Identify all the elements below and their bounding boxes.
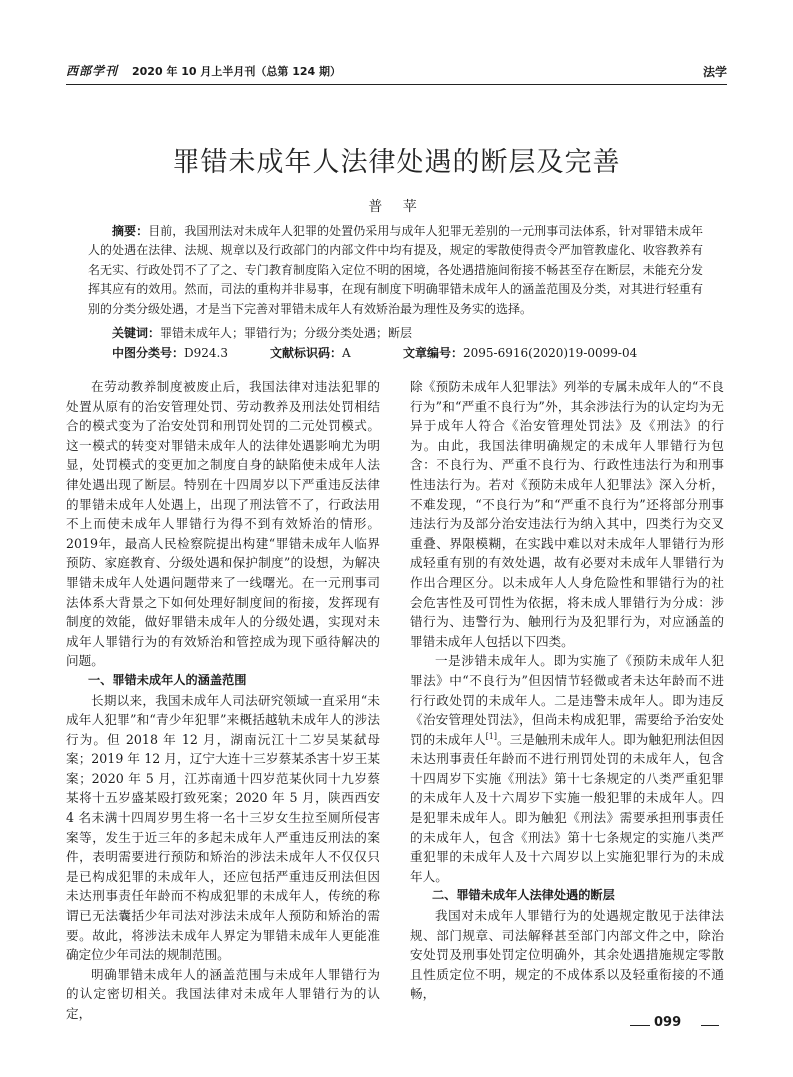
- journal-name: 西部学刊: [66, 64, 119, 78]
- paragraph-text: 一是涉错未成年人。即为实施了《预防未成年人犯罪法》中“不良行为”但因情节轻微或者未达年龄而不进行行政处罚的未成年人。二是违警未成年人。即为违反《治安管理处罚法》，但尚未构成犯罪，需要给予治安处罚的未成年人: [410, 653, 724, 747]
- doc-label: 文献标识码：: [270, 346, 343, 360]
- paragraph: 在劳动教养制度被废止后，我国法律对违法犯罪的处置从原有的治安管理处罚、劳动教养及刑法处罚相结合的模式变为了治安处罚和刑罚处罚的二元处罚模式。这一模式的转变对罪错未成年人的法律处遇影响尤为明显，处罚模式的变更加之制度自身的缺陷使未成年人法律处遇出现了断层。特别在十四周岁以下严重违反法律的罪错未成年人处遇上，出现了刑法管不了，行政法用不上而使未成年人罪错行为得不到有效矫治的情形。2019年，最高人民检察院提出构建“罪错未成年人临界预防、家庭教育、分级处遇和保护制度”的设想，为解决罪错未成年人处遇问题带来了一线曙光。在一元刑事司法体系大背景之下如何处理好制度间的衔接，发挥现有制度的效能，做好罪错未成年人的分级处遇，实现对未成年人罪错行为的有效矫治和管控成为现下亟待解决的问题。: [66, 379, 380, 669]
- paragraph: 我国对未成年人罪错行为的处遇规定散见于法律法规、部门规章、司法解释甚至部门内部文件之中，除治安处罚及刑事处罚定位明确外，其余处遇措施规定零散且性质定位不明，规定的不成体系以及轻重衔接的不通畅，: [410, 908, 724, 1002]
- paragraph: 长期以来，我国未成年人司法研究领域一直采用“未成年人犯罪”和“青少年犯罪”来概括越轨未成年人的涉法行为。但 2018 年 12 月，湖南沅江十二岁吴某弑母案；2019 年 12 月，辽宁大连十三岁蔡某杀害十岁王某案；2020 年 5 月，江苏南通十四岁范某伙同十九岁蔡某将十五岁盛某殴打致死案；2020 年 5 月，陕西西安 4 名未满十四周岁男生将一名十三岁女生拉至厕所侵害案等，发生于近三年的多起未成年人严重违反刑法的案件，表明需要进行预防和矫治的涉法未成年人不仅仅只是已构成犯罪的未成年人，还应包括严重违反刑法但因未达刑事责任年龄而不构成犯罪的未成年人，传统的称谓已无法囊括少年司法对涉法未成年人预防和矫治的需要。故此，将涉法未成年人界定为罪错未成年人更能准确定位少年司法的规制范围。: [66, 692, 380, 963]
- footer-rule-right: [701, 1025, 719, 1026]
- footer-rule-left: [630, 1025, 650, 1026]
- clc-number: [112, 344, 228, 363]
- paragraph: [410, 651, 724, 886]
- keywords: [112, 324, 712, 343]
- clc-label: 中图分类号：: [112, 346, 185, 360]
- paragraph-text: 。三是触刑未成年人。即为触犯刑法但因未达刑事责任年龄而不进行刑罚处罚的未成年人，包含十四周岁下实施《刑法》第十七条规定的八类严重犯罪的未成年人及十六周岁下实施一般犯罪的未成年人。四是犯罪未成年人。即为触犯《刑法》需要承担刑事责任的未成年人，包含《刑法》第十七条规定的实施八类严重犯罪的未成年人及十六周岁以上实施犯罪行为的未成年人。: [410, 731, 725, 884]
- document-code: [270, 344, 351, 363]
- abstract: [88, 222, 703, 319]
- doc-value: A: [342, 346, 351, 360]
- running-header: [66, 60, 727, 82]
- article-number: [403, 344, 638, 363]
- page-number: 099: [654, 1015, 682, 1030]
- author-name: 普 苹: [368, 199, 425, 215]
- paragraph: 除《预防未成年人犯罪法》列举的专属未成年人的“不良行为”和“严重不良行为”外，其余涉法行为的认定均为无异于成年人符合《治安管理处罚法》及《刑法》的行为。由此，我国法律明确规定的未成年人罪错行为包含：不良行为、严重不良行为、行政性违法行为和刑事性违法行为。若对《预防未成年人犯罪法》深入分析，不难发现，“不良行为”和“严重不良行为”还将部分刑事违法行为及部分治安违法行为纳入其中，四类行为交叉重叠、界限模糊，在实践中难以对未成年人罪错行为形成轻重有别的有效处遇，故有必要对未成年人罪错行为作出合理区分。以未成年人人身危险性和罪错行为的社会危害性及可罚性为依据，将未成人罪错行为分成：涉错行为、违警行为、触刑行为及犯罪行为，对应涵盖的罪错未成年人包括以下四类。: [410, 379, 724, 649]
- abstract-text: 目前，我国刑法对未成年人犯罪的处置仍采用与成年人犯罪无差别的一元刑事司法体系，针对罪错未成年人的处遇在法律、法规、规章以及行政部门的内部文件中均有提及，规定的零散使得责令严加管教虚化、收容教养有名无实、行政处罚不了了之、专门教育制度陷入定位不明的困境，各处遇措施间衔接不畅甚至存在断层，未能充分发挥其应有的效用。然而，司法的重构并非易事，在现有制度下明确罪错未成年人的涵盖范围及分类，对其进行轻重有别的分类分级处遇，才是当下完善对罪错未成年人有效矫治最为理性及务实的选择。: [88, 224, 703, 316]
- right-column: [410, 377, 724, 1004]
- citation-ref: [1]: [485, 731, 498, 741]
- abstract-label: 摘要：: [112, 224, 149, 238]
- article-title: 罪错未成年人法律处遇的断层及完善: [172, 147, 621, 178]
- keywords-label: 关键词：: [112, 326, 161, 340]
- left-column: [66, 377, 380, 1024]
- art-value: 2095-6916(2020)19-0099-04: [463, 346, 638, 360]
- section-heading: 二、罪错未成年人法律处遇的断层: [432, 888, 615, 903]
- section-heading: 一、罪错未成年人的涵盖范围: [88, 672, 247, 687]
- header-rule: [66, 84, 727, 85]
- art-label: 文章编号：: [403, 346, 464, 360]
- paragraph: 明确罪错未成年人的涵盖范围与未成年人罪错行为的认定密切相关。我国法律对未成年人罪错行为的认定，: [66, 966, 380, 1021]
- article-meta: [0, 344, 793, 364]
- clc-value: D924.3: [184, 346, 228, 360]
- issue-info: 2020 年 10 月上半月刊（总第 124 期）: [132, 65, 342, 78]
- section-label: 法学: [702, 65, 727, 79]
- keywords-text: 罪错未成年人；罪错行为；分级分类处遇；断层: [160, 326, 413, 340]
